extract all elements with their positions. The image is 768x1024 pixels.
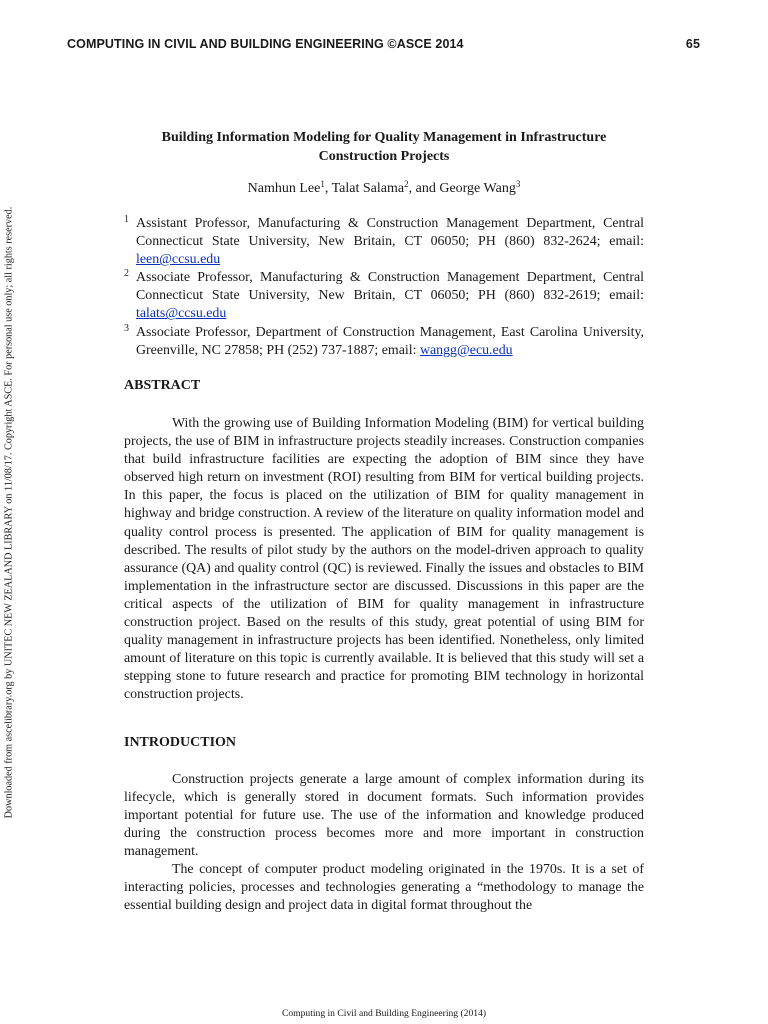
affiliation-number: 3 bbox=[124, 322, 129, 334]
author-name: George Wang bbox=[439, 181, 516, 196]
intro-paragraph-1: Construction projects generate a large amount of complex information during its lifecycle, which is generally stored in document formats. Such information provides important potential for future use. The use of the information and knowledge produced during the construction process becomes more and more important in construction management. bbox=[124, 772, 644, 860]
abstract-text: With the growing use of Building Information Modeling (BIM) for vertical building projects, the use of BIM in infrastructure projects steadily increases. Construction companies that build infrastructure facilities are expecting the adoption of BIM since they have observed high return on investment (ROI) resulting from BIM for vertical building projects. In this paper, the focus is placed on the utilization of BIM for quality management in highway and bridge construction. A review of the literature on quality information model and quality control process is presented. The application of BIM for quality management is described. The results of pilot study by the authors on the model-driven approach to quality assurance (QA) and quality control (QC) is reviewed. Finally the issues and obstacles to BIM implementation in the infrastructure sector are discussed. Discussions in this paper are the critical aspects of the utilization of BIM for quality management in infrastructure construction project. Based on the results of this study, great potential of using BIM for quality management in infrastructure projects has been identified. Nonetheless, only limited amount of literature on this topic is currently available. It is believed that this study will set a stepping stone to future research and practice for promoting BIM technology in horizontal construction projects. bbox=[124, 416, 644, 703]
author-separator: , and bbox=[408, 181, 440, 196]
page-footer: Computing in Civil and Building Engineering (2014) bbox=[281, 1008, 487, 1019]
affiliations bbox=[124, 215, 644, 360]
paper-title-line-1: Building Information Modeling for Quality Management in Infrastructure bbox=[161, 130, 607, 145]
email-link[interactable]: wangg@ecu.edu bbox=[419, 342, 513, 358]
download-notice bbox=[2, 200, 16, 824]
author-affiliation-mark: 1 bbox=[320, 179, 325, 189]
author-affiliation-mark: 3 bbox=[515, 179, 521, 189]
affiliation-text: Assistant Professor, Manufacturing & Construction Management Department, Central Connecticut State University, New Britain, CT 06050; PH (860) 832-2624; email: bbox=[136, 216, 644, 250]
affiliation-number: 1 bbox=[124, 214, 129, 225]
author-list bbox=[124, 181, 644, 197]
email-link[interactable]: talats@ccsu.edu bbox=[136, 306, 227, 322]
affiliation-3 bbox=[124, 324, 644, 360]
author-name: Namhun Lee bbox=[247, 181, 321, 196]
author-affiliation-mark: 2 bbox=[404, 179, 409, 189]
paper-title bbox=[124, 128, 644, 166]
author-separator: , bbox=[324, 181, 332, 196]
paper-title-line-2: Construction Projects bbox=[318, 149, 450, 164]
affiliation-1 bbox=[124, 215, 644, 269]
page-number: 65 bbox=[685, 37, 700, 51]
abstract-heading: ABSTRACT bbox=[124, 378, 201, 393]
author-name: Talat Salama bbox=[331, 181, 405, 196]
affiliation-2 bbox=[124, 269, 644, 323]
running-head bbox=[67, 37, 700, 51]
affiliation-text: Associate Professor, Manufacturing & Construction Management Department, Central Connecticut State University, New Britain, CT 06050; PH (860) 832-2619; email: bbox=[136, 270, 644, 304]
affiliation-text: Associate Professor, Department of Construction Management, East Carolina University, Greenville, NC 27858; PH (252) 737-1887; email: bbox=[136, 324, 644, 358]
introduction-heading: INTRODUCTION bbox=[124, 735, 237, 750]
email-link[interactable]: leen@ccsu.edu bbox=[136, 252, 221, 268]
intro-paragraph-2: The concept of computer product modeling originated in the 1970s. It is a set of interacting policies, processes and technologies generating a “methodology to manage the essential building design and project data in digital format throughout the bbox=[124, 862, 644, 914]
download-notice-text: Downloaded from ascelibrary.org by UNITEC NEW ZEALAND LIBRARY on 11/08/17. Copyright ASCE. For personal use only; all rights reserved. bbox=[3, 206, 15, 818]
affiliation-number: 2 bbox=[124, 268, 129, 280]
journal-header: COMPUTING IN CIVIL AND BUILDING ENGINEERING ©ASCE 2014 bbox=[67, 37, 464, 51]
